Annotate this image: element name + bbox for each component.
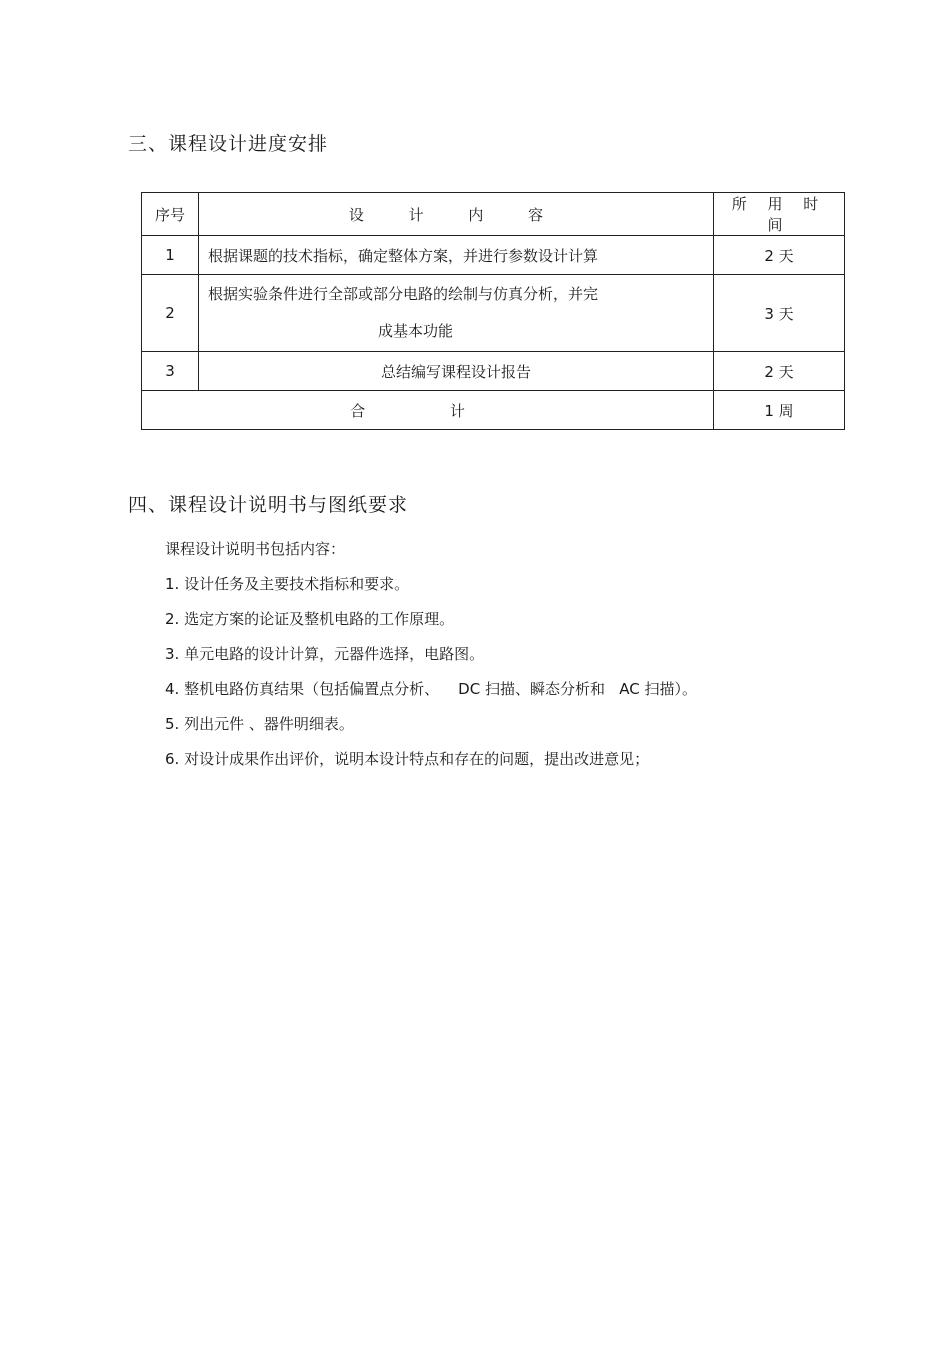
table-row (142, 236, 845, 275)
list-item: 1. 设计任务及主要技术指标和要求。 (165, 575, 410, 593)
list-item: 3. 单元电路的设计计算，元器件选择，电路图。 (165, 645, 485, 663)
row-content-line2: 成基本功能 (377, 322, 453, 340)
row-no: 2 (142, 275, 199, 352)
header-time: 所 用 时 间 (714, 193, 845, 236)
schedule-table (141, 192, 845, 430)
requirements-list (165, 537, 697, 782)
row-no: 1 (142, 236, 199, 275)
table-row (142, 275, 845, 352)
table-total-row (142, 391, 845, 430)
row-time: 2 天 (714, 236, 845, 275)
header-content: 设 计 内 容 (199, 193, 714, 236)
row-time: 3 天 (714, 275, 845, 352)
row-content: 总结编写课程设计报告 (199, 352, 714, 391)
section-heading-schedule: 三、课程设计进度安排 (128, 133, 329, 155)
list-item: 4. 整机电路仿真结果（包括偏置点分析、 DC 扫描、瞬态分析和 AC 扫描）。 (165, 680, 697, 698)
header-no: 序号 (142, 193, 199, 236)
total-label: 合 计 (142, 391, 714, 430)
table-header-row (142, 193, 845, 236)
total-time: 1 周 (714, 391, 845, 430)
row-content: 根据课题的技术指标，确定整体方案，并进行参数设计计算 (199, 236, 714, 275)
list-item: 5. 列出元件 、器件明细表。 (165, 715, 354, 733)
row-content-line1: 根据实验条件进行全部或部分电路的绘制与仿真分析，并完 (208, 285, 599, 303)
row-content (199, 275, 714, 352)
table-row (142, 352, 845, 391)
requirements-intro: 课程设计说明书包括内容： (165, 540, 346, 558)
row-no: 3 (142, 352, 199, 391)
row-time: 2 天 (714, 352, 845, 391)
section-heading-requirements: 四、课程设计说明书与图纸要求 (128, 494, 409, 516)
list-item: 6. 对设计成果作出评价，说明本设计特点和存在的问题，提出改进意见； (165, 750, 650, 768)
list-item: 2. 选定方案的论证及整机电路的工作原理。 (165, 610, 455, 628)
